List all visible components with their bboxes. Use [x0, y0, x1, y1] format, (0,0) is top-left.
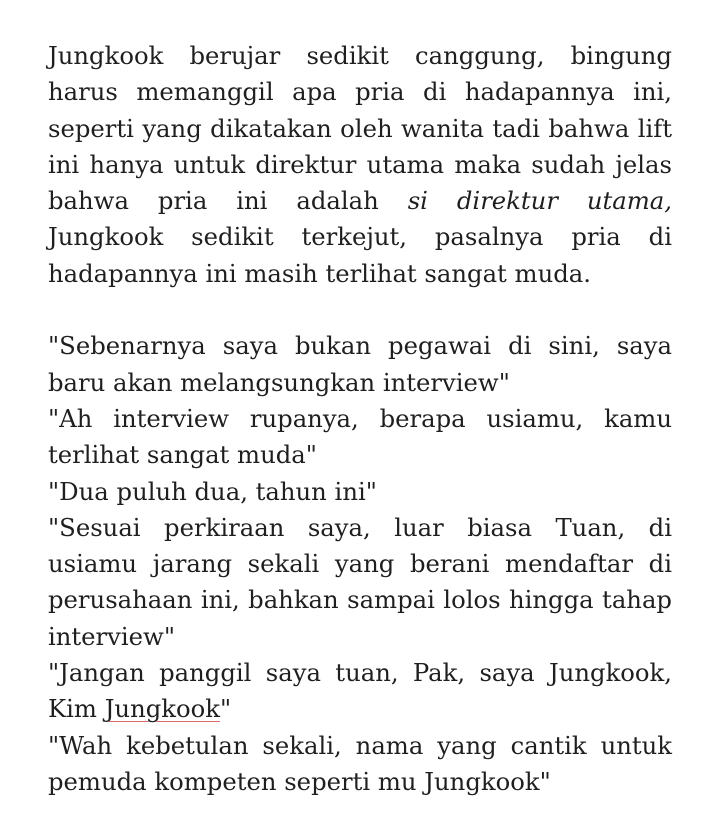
text-run: Kim — [48, 694, 105, 724]
dialogue-line: baru akan melangsungkan interview" — [48, 367, 510, 397]
dialogue-line: perusahaan ini, bahkan sampai lolos hingga tahap — [48, 585, 672, 615]
dialogue-line: terlihat sangat muda" — [48, 440, 317, 470]
dialogue-line — [48, 691, 672, 727]
text-line — [48, 183, 672, 219]
text-line: Jungkook berujar sedikit canggung, bingung — [48, 41, 672, 70]
dialogue-line: "Dua puluh dua, tahun ini" — [48, 476, 377, 506]
dialogue-line: interview" — [48, 621, 176, 651]
dialogue-line: pemuda kompeten seperti mu Jungkook" — [48, 766, 551, 796]
dialogue-line: usiamu jarang sekali yang berani mendaftar di — [48, 549, 672, 579]
narrative-paragraph — [48, 38, 672, 292]
document-body — [48, 38, 672, 800]
text-run: bahwa pria ini adalah — [48, 186, 408, 216]
dialogue-line: "Jangan panggil saya tuan, Pak, saya Jungkook, — [48, 658, 672, 688]
text-line: seperti yang dikatakan oleh wanita tadi bahwa lift — [48, 113, 672, 143]
text-line: ini hanya untuk direktur utama maka sudah jelas — [48, 149, 672, 179]
italic-text: si direktur utama, — [407, 186, 672, 216]
dialogue-line: "Sesuai perkiraan saya, luar biasa Tuan, di — [48, 512, 672, 542]
spellcheck-underlined-word: Jungkook — [104, 694, 220, 724]
text-run: " — [219, 694, 232, 724]
text-line: hadapannya ini masih terlihat sangat muda. — [48, 258, 591, 288]
dialogue-line: "Ah interview rupanya, berapa usiamu, kamu — [48, 403, 672, 433]
text-line: harus memanggil apa pria di hadapannya ini, — [48, 77, 672, 107]
dialogue-line: "Sebenarnya saya bukan pegawai di sini, saya — [48, 331, 672, 361]
text-line: Jungkook sedikit terkejut, pasalnya pria di — [48, 222, 672, 252]
dialogue-line: "Wah kebetulan sekali, nama yang cantik untuk — [48, 730, 672, 760]
dialogue-block — [48, 328, 672, 800]
